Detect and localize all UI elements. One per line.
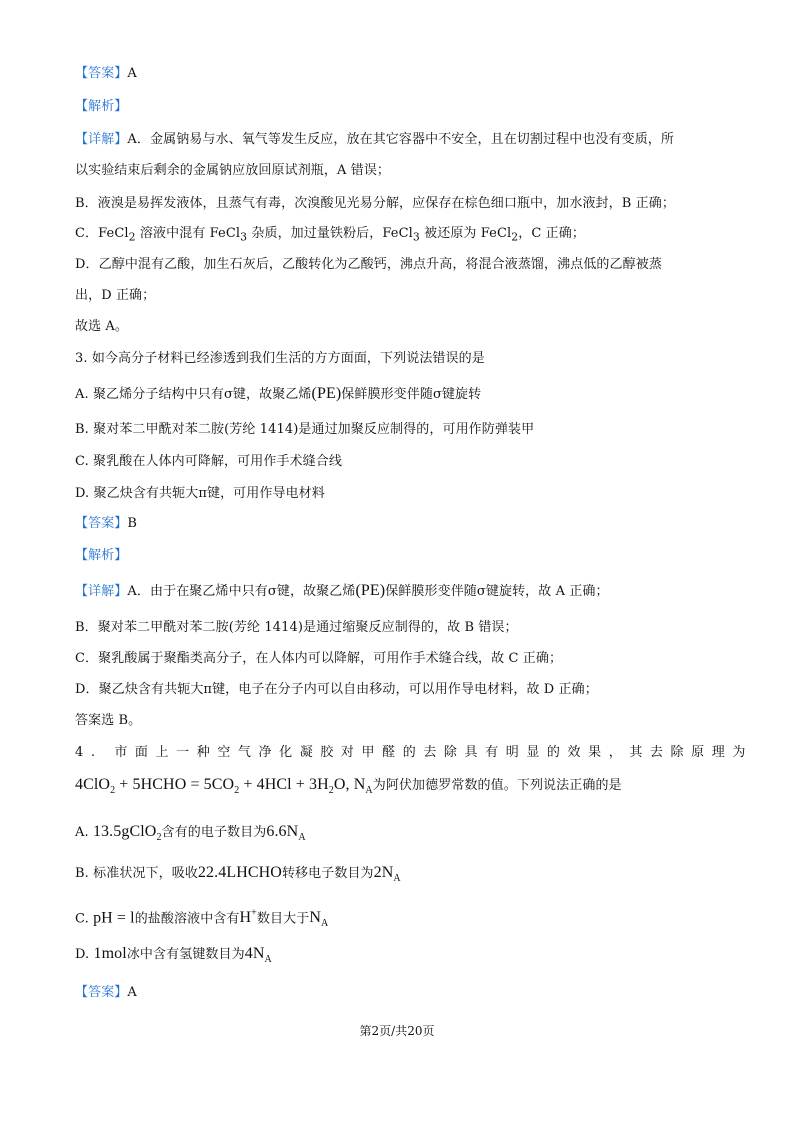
text-line: B．聚对苯二甲酰对苯二胺(芳纶 1414)是通过缩聚反应制得的，故 B 错误； [75, 620, 518, 635]
math-term [266, 823, 306, 844]
math-term [92, 823, 162, 844]
answer-value: A [127, 66, 137, 81]
math-term [240, 909, 257, 926]
equation-line [75, 775, 622, 801]
option-d [75, 944, 272, 970]
option-c [75, 904, 328, 935]
detail-text: A．金属钠易与水、氧气等发生反应，放在其它容器中不安全，且在切割过程中也没有变质，所 [127, 132, 674, 147]
text-segment: 数目大于 [256, 911, 310, 927]
text-segment: A. [75, 825, 93, 840]
option-b [75, 863, 401, 889]
subscript: A [365, 785, 373, 797]
text-segment: 保鲜膜形变伴随σ键旋转 [341, 387, 482, 402]
math-term: 4N [244, 945, 265, 962]
text-segment: 被还原为 FeCl [419, 226, 512, 241]
subscript: A [264, 954, 272, 966]
subscript: 3 [412, 230, 420, 244]
text-segment: 为阿伏加德罗常数的值。下列说法正确的是 [372, 778, 622, 793]
math-term: (PE) [311, 385, 342, 402]
text-segment: ，C 正确； [518, 226, 585, 241]
math-term: (PE) [355, 582, 386, 599]
text-line: 答案选 B。 [75, 713, 142, 728]
detail-line [75, 130, 674, 150]
subscript: A [393, 873, 401, 885]
answer-value: A [127, 985, 137, 1000]
text-segment: 转移电子数目为 [281, 866, 374, 881]
text-segment: 杂质，加过量铁粉后，FeCl [247, 226, 413, 241]
analysis-tag: 【解析】 [75, 548, 128, 563]
option-c: C. 聚乳酸在人体内可降解，可用作手术缝合线 [75, 454, 342, 469]
detail-tag: 【详解】 [75, 584, 128, 599]
subscript: 2 [110, 785, 116, 797]
subscript: A [320, 918, 329, 930]
math-term: N [309, 909, 321, 927]
answer-tag: 【答案】 [75, 66, 128, 81]
text-segment: 的盐酸溶液中含有 [134, 911, 240, 927]
text-segment: A. 聚乙烯分子结构中只有σ键，故聚乙烯 [75, 387, 312, 402]
question-stem: 3. 如今高分子材料已经渗透到我们生活的方方面面，下列说法错误的是 [75, 351, 485, 366]
detail-line [75, 581, 609, 602]
text-segment: 溶液中混有 FeCl [135, 226, 241, 241]
math-term [244, 945, 272, 966]
subscript: 2 [234, 785, 240, 797]
detail-tag: 【详解】 [75, 132, 128, 147]
math-term: O, N [333, 776, 366, 793]
math-term: 4ClO [75, 776, 111, 793]
math-term [309, 909, 329, 930]
question-stem: 4. 市面上一种空气净化凝胶对甲醛的去除具有明显的效果，其去除原理为 [75, 745, 753, 760]
math-term: 1mol [93, 945, 127, 962]
math-term: 6.6N [266, 823, 299, 840]
text-segment: B. 标准状况下，吸收 [75, 866, 198, 881]
math-term: + 5HCHO = 5CO [115, 776, 235, 793]
text-line [75, 224, 585, 248]
subscript: 2 [511, 230, 519, 244]
math-term [373, 864, 401, 885]
subscript: 2 [328, 785, 334, 797]
math-term: 22.4LHCHO [197, 864, 282, 881]
subscript: 2 [128, 230, 136, 244]
answer-value: B [127, 516, 138, 531]
subscript: 3 [240, 230, 248, 244]
text-segment: 含有的电子数目为 [161, 825, 267, 840]
option-d: D. 聚乙炔含有共轭大π键，可用作导电材料 [75, 486, 325, 501]
answer-line [75, 514, 137, 534]
text-line: 以实验结束后剩余的金属钠应放回原试剂瓶，A 错误； [75, 163, 391, 178]
math-term: + 4HCl + 3H [239, 776, 329, 793]
text-segment: 保鲜膜形变伴随σ键旋转，故 A 正确； [385, 584, 609, 599]
analysis-tag-line [75, 546, 127, 566]
text-segment: 冰中含有氢键数目为 [126, 947, 245, 962]
text-segment: A．由于在聚乙烯中只有σ键，故聚乙烯 [127, 584, 356, 599]
answer-tag: 【答案】 [75, 985, 128, 1000]
answer-tag: 【答案】 [75, 516, 128, 531]
analysis-tag-line [75, 97, 127, 117]
text-line: D．聚乙炔含有共轭大π键，电子在分子内可以自由移动，可以用作导电材料，故 D 正确； [75, 682, 598, 697]
page-footer: 第2页/共20页 [359, 1024, 435, 1038]
math-term: 13.5gClO [92, 823, 157, 840]
option-b: B. 聚对苯二甲酰对苯二胺(芳纶 1414)是通过加聚反应制得的，可用作防弹装甲 [75, 422, 535, 437]
text-segment: C. [75, 911, 94, 927]
answer-line [75, 64, 137, 84]
math-term: 2N [373, 864, 394, 881]
math-term: H [239, 909, 252, 927]
text-line: D．乙醇中混有乙酸，加生石灰后，乙酸转化为乙酸钙，沸点升高，将混合液蒸馏，沸点低的乙醇被蒸 [75, 257, 662, 272]
subscript: 2 [156, 832, 162, 844]
superscript: + [251, 908, 257, 919]
text-line: 出，D 正确； [75, 288, 156, 303]
math-term: pH = l [93, 909, 135, 927]
text-line: C．聚乳酸属于聚酯类高分子，在人体内可以降解，可用作手术缝合线，故 C 正确； [75, 651, 563, 666]
equation [75, 776, 373, 797]
option-a [75, 822, 306, 848]
option-a [75, 384, 481, 405]
text-line: 故选 A。 [75, 319, 129, 334]
subscript: A [298, 832, 306, 844]
text-line: B．液溴是易挥发液体，且蒸气有毒，次溴酸见光易分解，应保存在棕色细口瓶中，加水液封，B 正确； [75, 196, 675, 211]
answer-line [75, 983, 137, 1003]
analysis-tag: 【解析】 [75, 99, 128, 114]
text-segment: C．FeCl [75, 226, 129, 241]
text-segment: D. [75, 947, 94, 962]
